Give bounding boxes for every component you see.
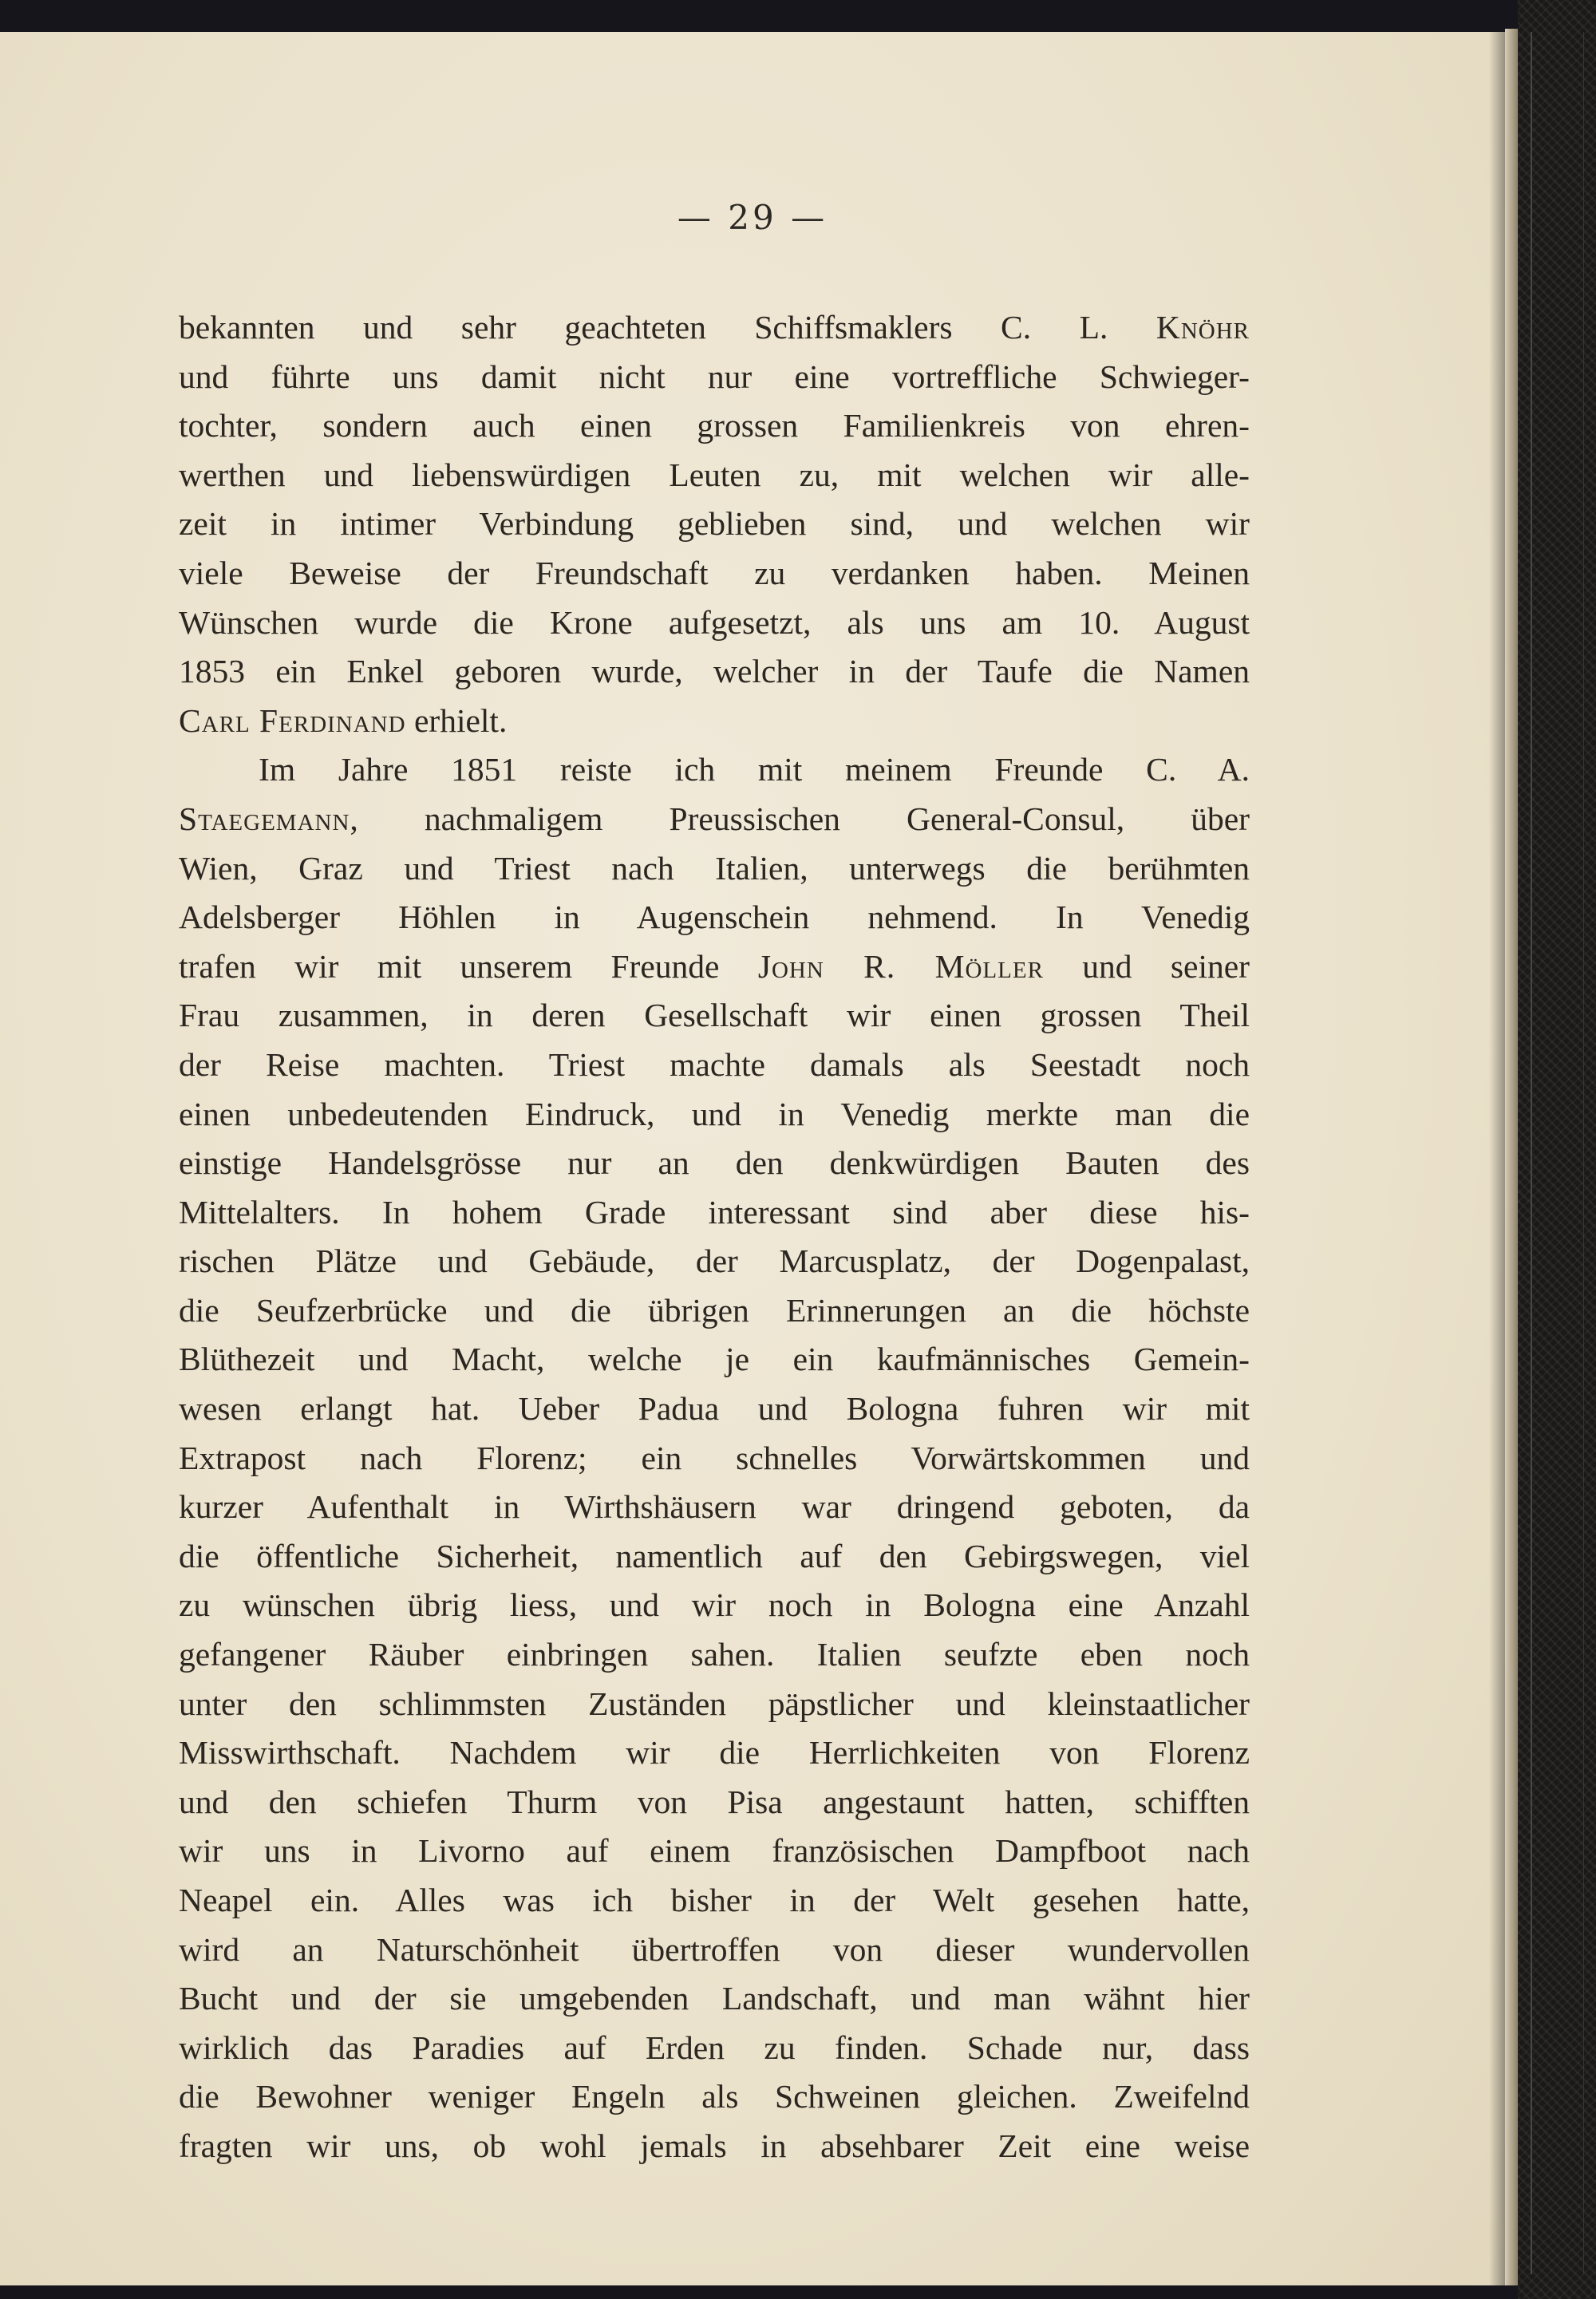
text-run: zeit in intimer Verbindung geblieben sind, und welchen wir — [179, 505, 1250, 543]
text-run: die Bewohner weniger Engeln als Schweinen gleichen. Zweifelnd — [179, 2078, 1250, 2115]
page-number: — 29 — — [677, 198, 828, 237]
text-run: Blüthezeit und Macht, welche je ein kaufmännisches Gemein- — [179, 1341, 1250, 1378]
text-line — [179, 1385, 1250, 1434]
text-run: Frau zusammen, in deren Gesellschaft wir einen grossen Theil — [179, 997, 1250, 1034]
text-line — [179, 942, 1250, 992]
text-line — [179, 1041, 1250, 1090]
text-run: zu wünschen übrig liess, und wir noch in Bologna eine Anzahl — [179, 1586, 1250, 1624]
text-line — [179, 401, 1250, 451]
text-line — [179, 1335, 1250, 1385]
text-line — [179, 1483, 1250, 1532]
text-run: fragten wir uns, ob wohl jemals in absehbarer Zeit eine weise — [179, 2127, 1250, 2164]
scan-top-border — [0, 0, 1518, 32]
text-run: Misswirthschaft. Nachdem wir die Herrlichkeiten von Florenz — [179, 1734, 1250, 1772]
text-run: der Reise machten. Triest machte damals als Seestadt noch — [179, 1045, 1250, 1083]
text-run: Wünschen wurde die Krone aufgesetzt, als uns am 10. August — [179, 603, 1250, 641]
text-run: werthen und liebenswürdigen Leuten zu, mit welchen wir alle- — [179, 456, 1250, 493]
proper-name: Carl Ferdinand — [179, 701, 406, 739]
text-run: wir uns in Livorno auf einem französischen Dampfboot nach — [179, 1832, 1250, 1870]
text-line — [179, 598, 1250, 648]
text-run: erhielt. — [405, 701, 508, 739]
text-run: wirklich das Paradies auf Erden zu finden. Schade nur, dass — [179, 2028, 1250, 2066]
text-line — [179, 991, 1250, 1041]
text-line — [179, 451, 1250, 500]
text-line — [179, 1630, 1250, 1680]
text-line — [179, 1876, 1250, 1926]
text-line — [179, 1778, 1250, 1827]
body-text — [179, 303, 1250, 2171]
cover-binding-edge — [1531, 32, 1584, 2274]
text-run: 1853 ein Enkel geboren wurde, welcher in der Taufe die Namen — [179, 653, 1250, 690]
text-line — [179, 2024, 1250, 2073]
text-line — [179, 500, 1250, 549]
page-edge — [1505, 29, 1518, 2292]
text-line — [179, 353, 1250, 402]
text-line — [179, 1286, 1250, 1336]
text-line — [179, 697, 1250, 746]
text-run: Neapel ein. Alles was ich bisher in der Welt gesehen hatte, — [179, 1882, 1250, 1918]
text-run: tochter, sondern auch einen grossen Familienkreis von ehren- — [179, 407, 1250, 444]
text-line — [179, 1680, 1250, 1729]
text-run: trafen wir mit unserem Freunde — [179, 947, 758, 985]
text-run: wird an Naturschönheit übertroffen von dieser wundervollen — [179, 1930, 1250, 1968]
text-line — [179, 893, 1250, 942]
text-line — [179, 2072, 1250, 2122]
text-line — [179, 1139, 1250, 1188]
proper-name: Staegemann — [179, 800, 350, 837]
text-line — [179, 1581, 1250, 1630]
text-line — [179, 1728, 1250, 1778]
text-run: gefangener Räuber einbringen sahen. Italien seufzte eben noch — [179, 1636, 1250, 1673]
text-run: einstige Handelsgrösse nur an den denkwürdigen Bauten des — [179, 1144, 1250, 1182]
text-run: einen unbedeutenden Eindruck, und in Venedig merkte man die — [179, 1095, 1250, 1132]
text-line — [179, 549, 1250, 598]
proper-name: Knöhr — [1156, 309, 1250, 346]
text-run: die Seufzerbrücke und die übrigen Erinnerungen an die höchste — [179, 1291, 1250, 1329]
text-run: viele Beweise der Freundschaft zu verdanken haben. Meinen — [179, 554, 1250, 591]
text-run: Adelsberger Höhlen in Augenschein nehmend. In Venedig — [179, 899, 1250, 936]
text-run: Extrapost nach Florenz; ein schnelles Vorwärtskommen und — [179, 1439, 1250, 1476]
text-run: und den schiefen Thurm von Pisa angestaunt hatten, schifften — [179, 1783, 1250, 1820]
text-run: wesen erlangt hat. Ueber Padua und Bologna fuhren wir mit — [179, 1390, 1250, 1428]
text-line — [179, 2122, 1250, 2171]
text-run: Mittelalters. In hohem Grade interessant sind aber diese his- — [179, 1193, 1250, 1230]
text-run: unter den schlimmsten Zuständen päpstlicher und kleinstaatlicher — [179, 1685, 1250, 1722]
scan-bottom-border — [0, 2285, 1518, 2299]
proper-name: John R. Möller — [757, 947, 1044, 985]
text-run: bekannten und sehr geachteten Schiffsmaklers C. L. — [179, 309, 1156, 346]
text-run: und führte uns damit nicht nur eine vortreffliche Schwieger- — [179, 357, 1250, 395]
gutter-shadow — [1489, 32, 1505, 2285]
text-line — [179, 647, 1250, 697]
text-run: die öffentliche Sicherheit, namentlich auf den Gebirgswegen, viel — [179, 1537, 1250, 1574]
text-run: und seiner — [1043, 947, 1250, 985]
text-line — [179, 1237, 1250, 1286]
text-line — [179, 1974, 1250, 2024]
text-line — [179, 1827, 1250, 1876]
text-line — [179, 1434, 1250, 1483]
text-line — [179, 745, 1250, 795]
text-line — [179, 1926, 1250, 1975]
book-page — [0, 32, 1505, 2285]
text-line — [179, 303, 1250, 353]
text-run: rischen Plätze und Gebäude, der Marcusplatz, der Dogenpalast, — [179, 1242, 1250, 1280]
text-run: Bucht und der sie umgebenden Landschaft, und man wähnt hier — [179, 1980, 1250, 2017]
text-run: Im Jahre 1851 reiste ich mit meinem Freunde C. A. — [259, 751, 1250, 788]
text-run: Wien, Graz und Triest nach Italien, unterwegs die berühmten — [179, 849, 1250, 887]
text-run: kurzer Aufenthalt in Wirthshäusern war dringend geboten, da — [179, 1488, 1250, 1526]
text-run: , nachmaligem Preussischen General-Consul, über — [350, 800, 1250, 837]
text-line — [179, 1532, 1250, 1582]
text-line — [179, 844, 1250, 894]
text-line — [179, 1090, 1250, 1140]
text-line — [179, 1188, 1250, 1238]
text-line — [179, 795, 1250, 844]
